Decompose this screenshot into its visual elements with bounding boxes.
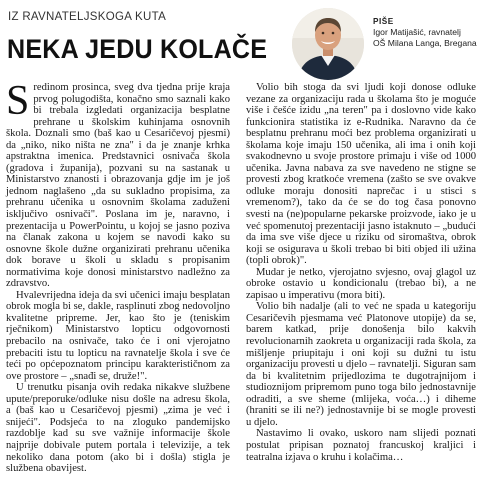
article-paragraph: [6, 78, 230, 290]
byline-label: PIŠE: [373, 17, 394, 26]
article-paragraph: Volio bih stoga da svi ljudi koji donose odluke vezane za organizaciju rada u školama što je moguće više i češće izidu „na teren" pa i doslovno vide kako funkcionira statistika iz e-Rudnika. Naravno da će besplatnu prehranu moći bez problema organizirati u školama koje imaju 150 učenika, ali ima i onih koji svakodnevno u svoje prostore primaju i više od 1000 učenika. Javna nabava za sve navedeno ne stigne se provesti zbog kratkoće vremena (zašto se sve ovakve odluke moraju donositi naprečac i u stisci s vremenom?), tako da će se do tog časa ponovno svesti na (ne)popularne pekarske proizvode, iako je u već spomenutoj prezentaciji jasno istaknuto – „budući da ima sve više djece u riziku od siromaštva, obrok koji se osigurava u školi trebao bi biti objed ili užina (topli obrok)".: [246, 82, 476, 267]
paragraph-text: redinom prosinca, sveg dva tjedna prije kraja prvog polugodišta, konačno smo saznali kako bi trebala izgledati organizacija besplatne prehrane u školskim kuhinjama osnovnih škola. Doznali smo (baš kao u Cesaričevoj pjesmi) da „niko, niko ništa ne zna" i da je znanje krhka apstraktna imenica. Predstavnici osnivača škola (gradova i županija), pozvani su na sastanak u Ministarstvo znanosti i obrazovanja gdje im je još jednom naglašeno „da su sukladno propisima, za prehranu učenika u osnovnim školama zaduženi isključivo osnivači". Poslana im je, naravno, i prezentacija u PowerPointu, u kojoj se jasno poziva na članak zakona u kojem se navodi kako su osnovne škole dužne organizirati prehranu učenika dok borave u školi u skladu s propisanim normativima koje donosi ministarstvo nadležno za zdravstvo.: [6, 82, 230, 290]
article-paragraph: U trenutku pisanja ovih redaka nikakve službene upute/preporuke/odluke nisu došle na adresu škola, a (baš kao u Cesaričevoj pjesmi) „zima je već i snijeći". Podsjeća to na zloguko pandemijsko razdoblje kad su sve važnije informacije škole najprije dobivale putem portala i televizije, a tek nekoliko dana potom (ako bi i došla) stigla je službena obavijest.: [6, 382, 230, 475]
article-paragraph: Volio bih nadalje (ali to već ne spada u kategoriju Cesaričevih pjesmama već Platonove utopije) da se, barem katkad, prije donošenja bilo kakvih revolucionarnih zaokreta u organizaciji rada škola, za mišljenje priupitaju i oni koji su dužni tu istu organizaciju provesti u djelo – ravnatelji. Siguran sam da bi kvalitetnim prijedlozima te dugotrajnijom i studioznijom pripremom puno toga bilo jednostavnije odraditi, a sve sheme (mlijeka, voća…) i diheme (hraniti se ili ne?) jednostavnije bi se mogle provesti u djelo.: [246, 301, 476, 428]
author-photo: [292, 8, 364, 80]
article-headline: NEKA JEDU KOLAČE: [7, 34, 268, 64]
drop-cap: S: [6, 78, 30, 124]
section-kicker: IZ RAVNATELJSKOGA KUTA: [8, 11, 167, 23]
article-column-left: [6, 78, 230, 475]
article-paragraph: Hvalevrijedna ideja da svi učenici imaju besplatan obrok mogla bi se, dakle, rasplinuti zbog nedovoljno kvalitetne pripreme. Jer, kao što je (teniskim rječnikom) Ministarstvo lopticu odgovornosti prebacilo na osnivače, tako će i oni vjerojatno prebaciti istu tu lopticu na ravnatelje škola i sve će teći po općepoznatom principu karakterističnom za ove prostore – „snađi se, druže!".: [6, 289, 230, 382]
author-name: Igor Matijašić, ravnatelj: [373, 27, 461, 37]
article-column-right: [246, 82, 476, 463]
article-paragraph: Nastavimo li ovako, uskoro nam slijedi poznati postulat pripisan poznatoj francuskoj kraljici i teatralna izjava o kruhu i kolačima…: [246, 428, 476, 463]
author-school: OŠ Milana Langa, Bregana: [373, 38, 477, 48]
portrait-photo-icon: [292, 8, 364, 80]
article-paragraph: Mudar je netko, vjerojatno svjesno, ovaj glagol uz obroke ostavio u kondicionalu (trebao bi), a ne zapisao u imperativu (mora biti).: [246, 266, 476, 301]
author-byline: [373, 16, 481, 49]
